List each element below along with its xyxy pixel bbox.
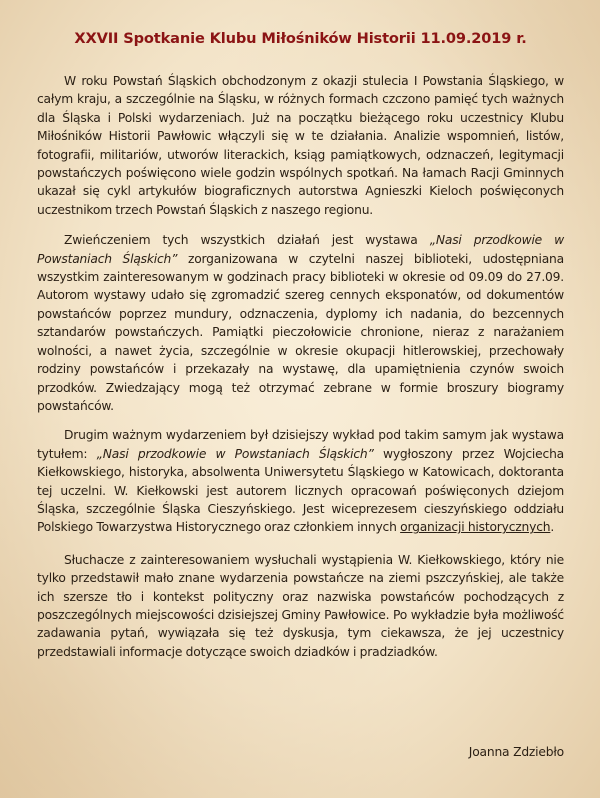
paragraph-2-intro: Zwieńczeniem tych wszystkich działań jest wystawa bbox=[64, 233, 430, 248]
paragraph-3 bbox=[37, 426, 564, 536]
exhibition-title: „Nasi przodkowie w Powstaniach Śląskich” bbox=[37, 233, 564, 266]
paragraph-3-text: wygłoszony przez Wojciecha Kiełkowskiego, historyka, absolwenta Uniwersytetu Śląskiego w Katowicach, doktoranta tej uczelni. W. Kiełkowski jest autorem licznych opracowań poświęconych dziejom Śląska, szczególnie Śląska Cieszyńskiego. Jest wiceprezesem cieszyńskiego oddziału Polskiego Towarzystwa Historycznego oraz członkiem innych bbox=[37, 446, 564, 535]
paragraph-2-text: zorganizowana w czytelni naszej biblioteki, udostępniana wszystkim zainteresowanym w godzinach pracy biblioteki w okresie od 09.09 do 27.09. Autorom wystawy udało się zgromadzić szereg cennych eksponatów, od dokumentów powstańców poprzez mundury, odznaczenia, dyplomy ich nadania, do bezcennych sztandarów powstańczych. Pamiątki pieczołowicie chronione, nieraz z narażaniem wolności, a nawet życia, szczególnie w okresie okupacji hitlerowskiej, przechowały rodziny powstańców i przekazały na wystawę, dla upamiętnienia czynów swoich przodków. Zwiedzający mogą też otrzymać zebrane w formie broszury biogramy powstańców. bbox=[37, 251, 564, 413]
lecture-title: „Nasi przodkowie w Powstaniach Śląskich” bbox=[96, 446, 374, 461]
underlined-phrase: organizacji historycznych bbox=[400, 520, 551, 535]
paragraph-4: Słuchacze z zainteresowaniem wysłuchali wystąpienia W. Kiełkowskiego, który nie tylko przedstawił mało znane wydarzenia powstańcze na ziemi pszczyńskiej, ale także ich szersze tło i kontekst polityczny oraz nazwiska powstańców pochodzących z poszczególnych miejscowości dzisiejszej Gminy Pawłowice. Po wykładzie była możliwość zadawania pytań, wywiązała się też dyskusja, tym ciekawsza, że jej uczestnicy przedstawiali informacje dotyczące swoich dziadków i pradziadków. bbox=[37, 552, 564, 659]
document-body bbox=[37, 72, 564, 661]
paragraph-2 bbox=[37, 231, 564, 415]
paragraph-1: W roku Powstań Śląskich obchodzonym z okazji stulecia I Powstania Śląskiego, w całym kraju, a szczególnie na Śląsku, w różnych formach czczono pamięć tych ważnych dla Śląska i Polski wydarzeniach. Już na początku bieżącego roku uczestnicy Klubu Miłośników Historii Pawłowic włączyli się w te działania. Analizie wspomnień, listów, fotografii, militariów, utworów literackich, ksiąg pamiątkowych, odznaczeń, legitymacji powstańczych poświęcono wiele godzin wspólnych spotkań. Na łamach Racji Gminnych ukazał się cykl artykułów biograficznych autorstwa Agnieszki Kieloch poświęconych uczestnikom trzech Powstań Śląskich z naszego regionu. bbox=[37, 74, 564, 217]
paragraph-3-intro: Drugim ważnym wydarzeniem był dzisiejszy wykład pod takim samym jak wystawa tytułem: bbox=[37, 428, 564, 461]
author-signature: Joanna Zdziebło bbox=[468, 745, 564, 759]
paragraph-3-end: . bbox=[550, 520, 555, 535]
page-title: XXVII Spotkanie Klubu Miłośników Historii 11.09.2019 r. bbox=[74, 30, 527, 47]
